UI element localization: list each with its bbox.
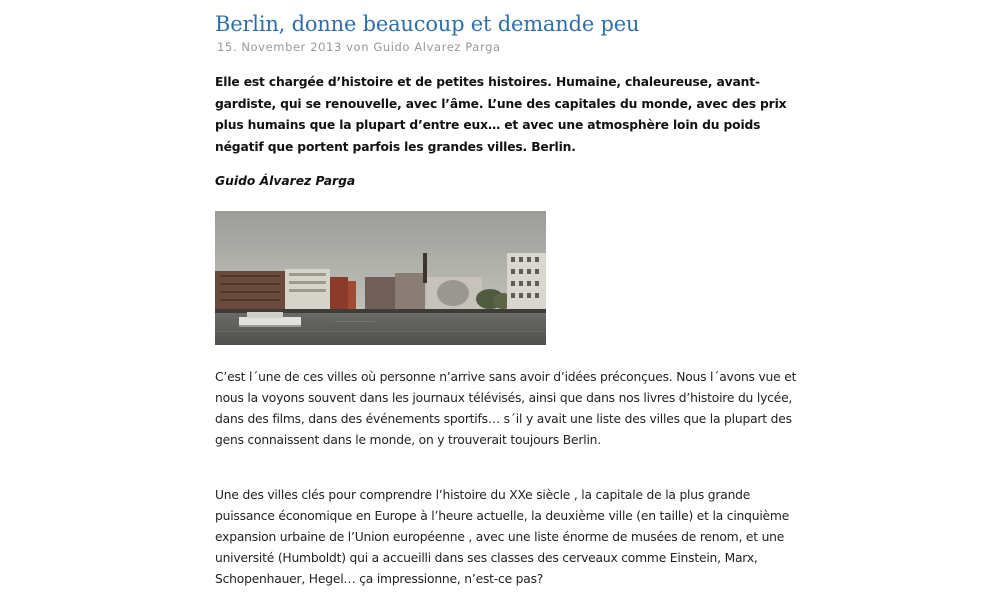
- lead-paragraph: Elle est chargée d’histoire et de petites histoires. Humaine, chaleureuse, avant-gardiste, qui se renouvelle, avec l’âme. L’une des capitales du monde, avec des prix plus humains que la plupart d’entre eux… et avec une atmosphère loin du poids négatif que portent parfois les grandes villes. Berlin.: [215, 75, 787, 154]
- berlin-river-photo[interactable]: [215, 211, 546, 345]
- body-paragraph: Une des villes clés pour comprendre l’histoire du XXe siècle , la capitale de la plus grande puissance économique en Europe à l’heure actuelle, la deuxième ville (en taille) et la cinquième expansion urbaine de l’Union européenne , avec une liste énorme de musées de renom, et une université (Humboldt) qui a accueilli dans ses classes des cerveaux comme Einstein, Marx, Schopenhauer, Hegel… ça impressionne, n’est-ce pas?: [215, 488, 790, 586]
- author-name: Guido Álvarez Parga: [215, 174, 356, 188]
- post-meta: 15. November 2013 von Guido Alvarez Parga: [217, 40, 501, 54]
- post-title[interactable]: Berlin, donne beaucoup et demande peu: [215, 12, 640, 36]
- body-paragraph: C’est l´une de ces villes où personne n’arrive sans avoir d’idées préconçues. Nous l´avons vue et nous la voyons souvent dans les journaux télévisés, ainsi que dans nos livres d’histoire du lycée, dans des films, dans des événements sportifs… s´il y avait une liste des villes que la plupart des gens connaissent dans le monde, on y trouverait toujours Berlin.: [215, 370, 797, 447]
